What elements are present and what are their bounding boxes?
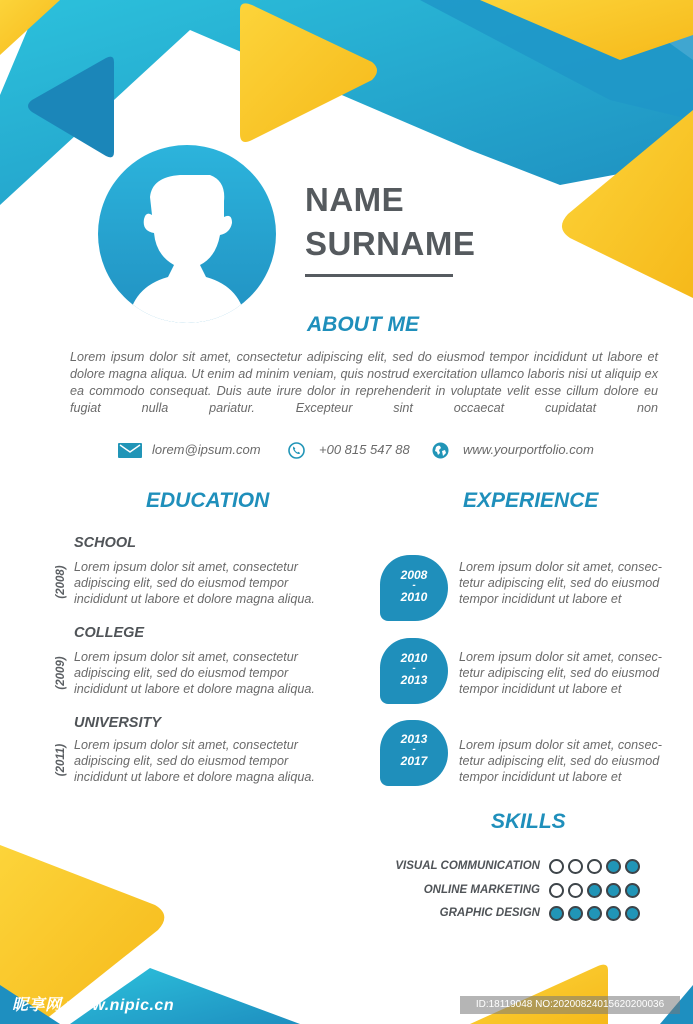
skill-dot-filled bbox=[587, 906, 602, 921]
skill-dot-empty bbox=[587, 859, 602, 874]
skill-label: GRAPHIC DESIGN bbox=[439, 907, 540, 919]
envelope-icon bbox=[118, 443, 142, 458]
desc-line: tetur adipiscing elit, sed do eiusmod bbox=[459, 754, 660, 768]
desc-line: Lorem ipsum dolor sit amet, consec- bbox=[459, 650, 662, 664]
education-title: EDUCATION bbox=[146, 489, 270, 512]
period-end: 2013 bbox=[400, 673, 428, 687]
education-item-desc bbox=[74, 559, 344, 607]
period-dash: - bbox=[412, 580, 416, 591]
education-year: (2008) bbox=[55, 565, 67, 599]
skill-dot-filled bbox=[625, 883, 640, 898]
skill-dot-empty bbox=[568, 883, 583, 898]
watermark-site: 昵享网 www.nipic.cn bbox=[12, 997, 175, 1014]
skill-label: ONLINE MARKETING bbox=[423, 884, 540, 896]
about-title: ABOUT ME bbox=[307, 313, 419, 336]
skill-dot-empty bbox=[549, 883, 564, 898]
skills-title: SKILLS bbox=[491, 810, 566, 833]
contact-email[interactable]: lorem@ipsum.com bbox=[152, 442, 261, 457]
about-text: Lorem ipsum dolor sit amet, consectetur adipiscing elit, sed do eiusmod tempor incididunt ut labore et dolore magna aliqua. Ut enim ad minim veniam, quis nostrud exercitation ullamco laboris nisi ut aliquip ex ea commodo consequat. Duis aute irure dolor in reprehenderit in voluptate velit esse cillum dolore eu fugiat nulla pariatur. Excepteur sint occaecat cupidatat non bbox=[70, 350, 658, 415]
contact-phone[interactable]: +00 815 547 88 bbox=[319, 442, 410, 457]
globe-icon bbox=[432, 442, 449, 459]
name-block bbox=[305, 178, 475, 266]
skill-dot-filled bbox=[549, 906, 564, 921]
experience-period-badge bbox=[380, 638, 448, 704]
skill-dot-filled bbox=[625, 906, 640, 921]
skill-rating bbox=[549, 906, 644, 924]
skill-label: VISUAL COMMUNICATION bbox=[395, 860, 540, 872]
education-item-desc bbox=[74, 649, 344, 697]
desc-line: adipiscing elit, sed do eiusmod tempor bbox=[74, 666, 289, 680]
watermark-id: ID:18119048 NO:20200824015620200036 bbox=[460, 996, 680, 1014]
education-item-title: UNIVERSITY bbox=[74, 715, 162, 731]
desc-line: incididunt ut labore et dolore magna aliqua. bbox=[74, 770, 315, 784]
desc-line: Lorem ipsum dolor sit amet, consec- bbox=[459, 560, 662, 574]
experience-item-desc bbox=[459, 737, 681, 785]
skill-dot-filled bbox=[587, 883, 602, 898]
education-year: (2009) bbox=[55, 656, 67, 690]
skill-dot-empty bbox=[549, 859, 564, 874]
desc-line: Lorem ipsum dolor sit amet, consectetur bbox=[74, 738, 298, 752]
avatar bbox=[98, 145, 276, 323]
first-name: NAME bbox=[305, 181, 405, 218]
education-year: (2011) bbox=[55, 743, 67, 777]
skill-dot-filled bbox=[568, 906, 583, 921]
period-end: 2017 bbox=[400, 754, 428, 768]
desc-line: Lorem ipsum dolor sit amet, consectetur bbox=[74, 650, 298, 664]
name-underline bbox=[305, 274, 453, 277]
desc-line: tempor incididunt ut labore et bbox=[459, 770, 622, 784]
desc-line: tetur adipiscing elit, sed do eiusmod bbox=[459, 576, 660, 590]
desc-line: incididunt ut labore et dolore magna aliqua. bbox=[74, 592, 315, 606]
desc-line: tetur adipiscing elit, sed do eiusmod bbox=[459, 666, 660, 680]
desc-line: tempor incididunt ut labore et bbox=[459, 592, 622, 606]
period-start: 2008 bbox=[400, 568, 428, 582]
desc-line: Lorem ipsum dolor sit amet, consec- bbox=[459, 738, 662, 752]
experience-title: EXPERIENCE bbox=[463, 489, 599, 512]
education-item-title: COLLEGE bbox=[74, 625, 145, 641]
skill-dot-empty bbox=[568, 859, 583, 874]
skill-rating bbox=[549, 859, 644, 877]
last-name: SURNAME bbox=[305, 225, 476, 262]
education-item-desc bbox=[74, 737, 344, 785]
skill-dot-filled bbox=[606, 859, 621, 874]
period-start: 2010 bbox=[400, 651, 428, 665]
education-item-title: SCHOOL bbox=[74, 535, 137, 551]
period-dash: - bbox=[412, 744, 416, 755]
phone-icon bbox=[288, 442, 305, 459]
desc-line: incididunt ut labore et dolore magna aliqua. bbox=[74, 682, 315, 696]
desc-line: tempor incididunt ut labore et bbox=[459, 682, 622, 696]
experience-period-badge bbox=[380, 555, 448, 621]
skill-rating bbox=[549, 883, 644, 901]
skill-dot-filled bbox=[606, 906, 621, 921]
skill-dot-filled bbox=[606, 883, 621, 898]
contact-website[interactable]: www.yourportfolio.com bbox=[463, 442, 594, 457]
skill-dot-filled bbox=[625, 859, 640, 874]
desc-line: Lorem ipsum dolor sit amet, consectetur bbox=[74, 560, 298, 574]
desc-line: adipiscing elit, sed do eiusmod tempor bbox=[74, 754, 289, 768]
experience-item-desc bbox=[459, 559, 681, 607]
period-end: 2010 bbox=[400, 590, 428, 604]
experience-period-badge bbox=[380, 720, 448, 786]
experience-item-desc bbox=[459, 649, 681, 697]
period-dash: - bbox=[412, 663, 416, 674]
desc-line: adipiscing elit, sed do eiusmod tempor bbox=[74, 576, 289, 590]
period-start: 2013 bbox=[400, 732, 428, 746]
